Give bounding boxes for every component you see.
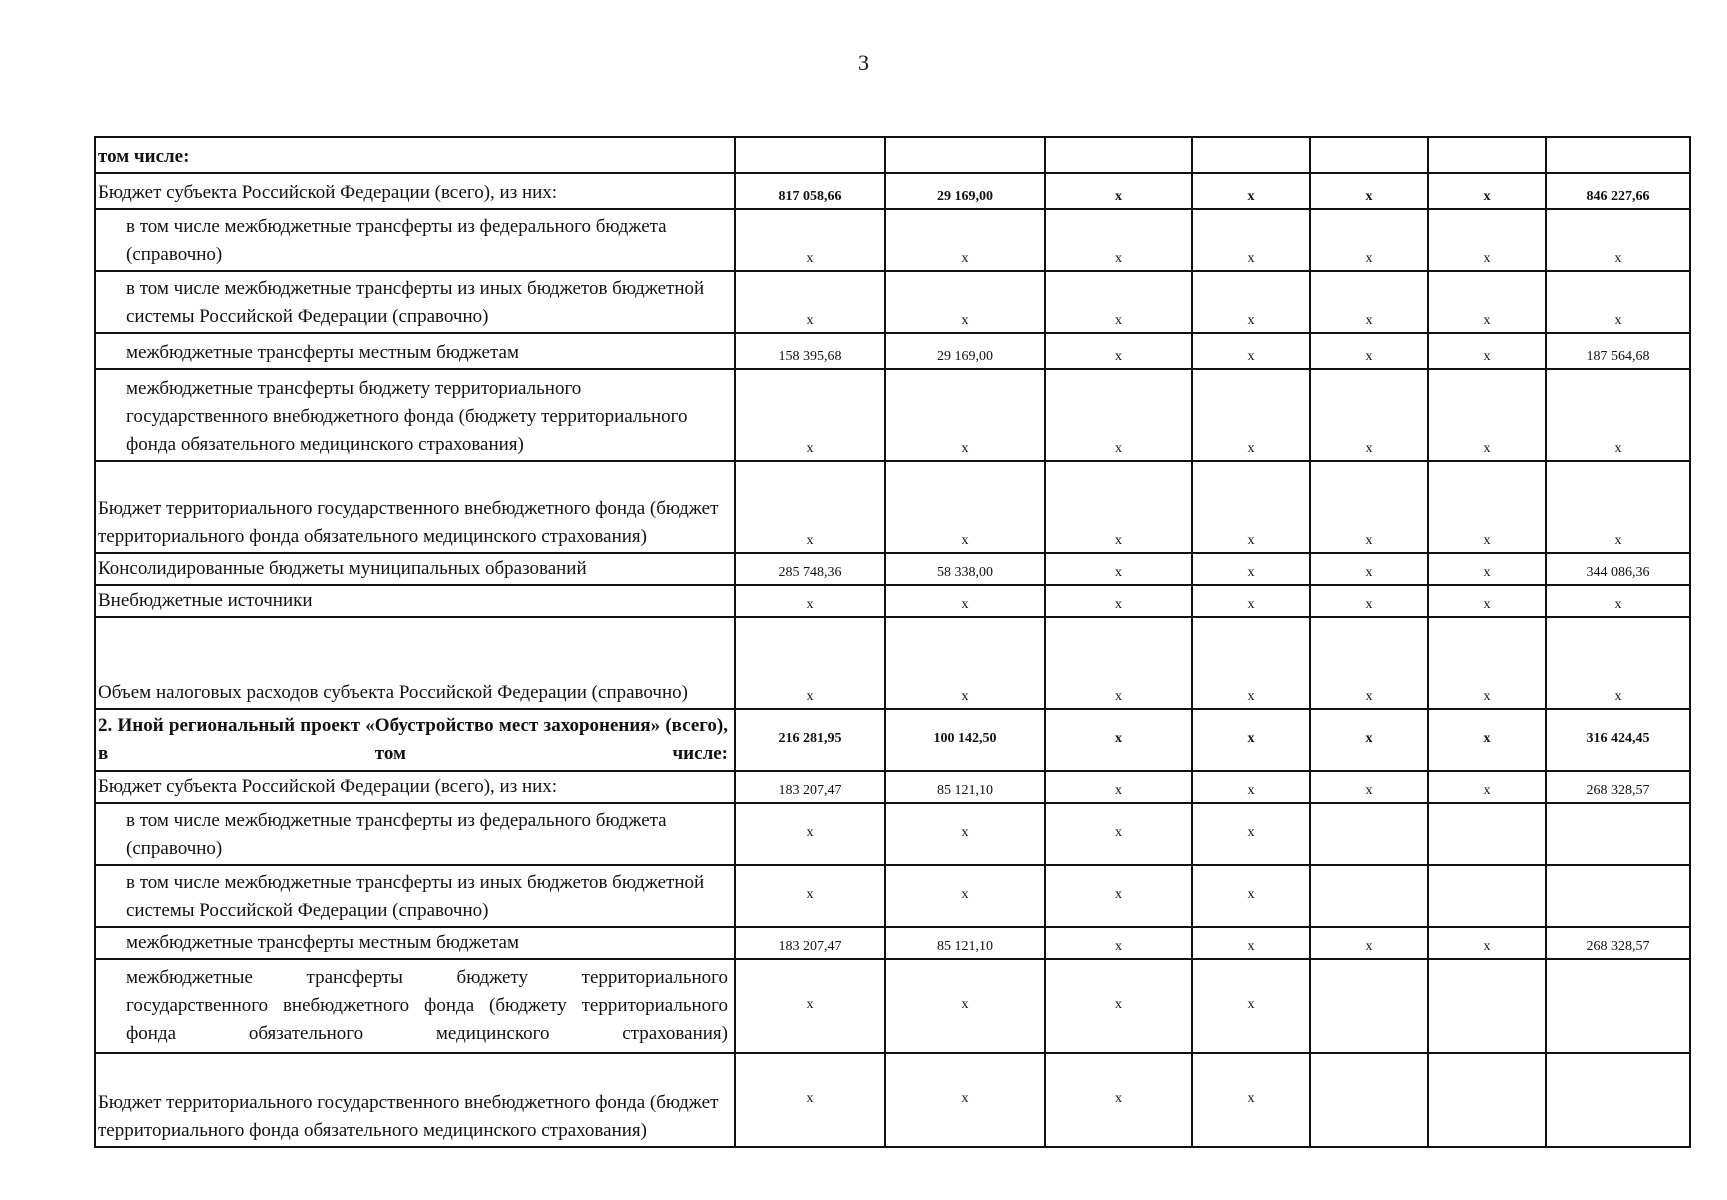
table-row [95, 271, 1690, 333]
value-cell: x [1192, 617, 1310, 709]
row-label: межбюджетные трансферты местным бюджетам [95, 333, 735, 369]
value-cell: 268 328,57 [1546, 771, 1690, 803]
value-cell: x [1045, 461, 1192, 553]
value-cell: x [1045, 927, 1192, 959]
value-cell: x [735, 271, 885, 333]
value-cell: x [1546, 271, 1690, 333]
table-row [95, 709, 1690, 771]
value-cell: 183 207,47 [735, 771, 885, 803]
value-cell [885, 137, 1045, 173]
value-cell: x [1428, 617, 1546, 709]
value-cell: x [1045, 173, 1192, 209]
row-label: Консолидированные бюджеты муниципальных образований [95, 553, 735, 585]
value-cell: x [1428, 209, 1546, 271]
value-cell: x [1192, 369, 1310, 461]
value-cell [1310, 865, 1428, 927]
value-cell: x [735, 1053, 885, 1147]
value-cell: x [1192, 803, 1310, 865]
value-cell: x [735, 209, 885, 271]
value-cell: x [1546, 461, 1690, 553]
row-label: том числе: [95, 137, 735, 173]
budget-table-container [94, 136, 1689, 1148]
value-cell: x [1045, 959, 1192, 1053]
row-label: 2. Иной региональный проект «Обустройство мест захоронения» (всего), в том числе: [95, 709, 735, 771]
value-cell: x [735, 803, 885, 865]
value-cell: 187 564,68 [1546, 333, 1690, 369]
value-cell [1045, 137, 1192, 173]
value-cell: 100 142,50 [885, 709, 1045, 771]
budget-table [94, 136, 1691, 1148]
table-row [95, 369, 1690, 461]
value-cell [1310, 137, 1428, 173]
table-row [95, 1053, 1690, 1147]
table-row [95, 461, 1690, 553]
value-cell: x [1310, 209, 1428, 271]
value-cell: x [1310, 709, 1428, 771]
value-cell: x [1045, 369, 1192, 461]
page-number: 3 [858, 50, 869, 75]
value-cell: x [1310, 461, 1428, 553]
value-cell: x [1428, 927, 1546, 959]
value-cell [1192, 137, 1310, 173]
value-cell: x [1428, 271, 1546, 333]
value-cell: x [1045, 585, 1192, 617]
value-cell: x [885, 585, 1045, 617]
value-cell: x [1310, 271, 1428, 333]
table-row [95, 617, 1690, 709]
value-cell: x [1192, 959, 1310, 1053]
value-cell: x [1428, 709, 1546, 771]
value-cell: x [1310, 927, 1428, 959]
value-cell [1310, 1053, 1428, 1147]
value-cell: 316 424,45 [1546, 709, 1690, 771]
value-cell [1428, 137, 1546, 173]
value-cell: x [1045, 803, 1192, 865]
value-cell: x [1045, 209, 1192, 271]
value-cell: x [735, 865, 885, 927]
value-cell: x [1428, 461, 1546, 553]
value-cell: 183 207,47 [735, 927, 885, 959]
value-cell: x [1192, 461, 1310, 553]
value-cell: 85 121,10 [885, 771, 1045, 803]
value-cell: x [1192, 771, 1310, 803]
table-row [95, 553, 1690, 585]
value-cell: x [1546, 209, 1690, 271]
row-label: в том числе межбюджетные трансферты из иных бюджетов бюджетной системы Российской Федерации (справочно) [95, 271, 735, 333]
value-cell [1546, 959, 1690, 1053]
value-cell [1428, 959, 1546, 1053]
row-label: Объем налоговых расходов субъекта Российской Федерации (справочно) [95, 617, 735, 709]
value-cell: 846 227,66 [1546, 173, 1690, 209]
value-cell: x [1546, 617, 1690, 709]
value-cell: x [1045, 617, 1192, 709]
value-cell: x [1310, 369, 1428, 461]
value-cell: x [1428, 771, 1546, 803]
value-cell [1546, 865, 1690, 927]
value-cell [735, 137, 885, 173]
row-label: Бюджет субъекта Российской Федерации (всего), из них: [95, 771, 735, 803]
value-cell: x [885, 461, 1045, 553]
value-cell: x [1428, 173, 1546, 209]
value-cell [1428, 865, 1546, 927]
row-label: Бюджет субъекта Российской Федерации (всего), из них: [95, 173, 735, 209]
value-cell: x [1428, 585, 1546, 617]
value-cell: x [1192, 927, 1310, 959]
value-cell: x [1045, 865, 1192, 927]
value-cell: x [885, 209, 1045, 271]
row-label: в том числе межбюджетные трансферты из федерального бюджета (справочно) [95, 209, 735, 271]
value-cell: x [1310, 553, 1428, 585]
value-cell: x [1310, 617, 1428, 709]
row-label: межбюджетные трансферты местным бюджетам [95, 927, 735, 959]
value-cell: x [1045, 333, 1192, 369]
value-cell: x [1045, 271, 1192, 333]
value-cell: 268 328,57 [1546, 927, 1690, 959]
budget-table-body [95, 137, 1690, 1147]
value-cell: 817 058,66 [735, 173, 885, 209]
value-cell: x [1192, 173, 1310, 209]
value-cell: x [735, 369, 885, 461]
value-cell [1310, 803, 1428, 865]
table-row [95, 927, 1690, 959]
value-cell: x [885, 865, 1045, 927]
table-row [95, 959, 1690, 1053]
table-row [95, 137, 1690, 173]
value-cell: x [885, 271, 1045, 333]
value-cell: x [735, 959, 885, 1053]
row-label: межбюджетные трансферты бюджету территориального государственного внебюджетного фонда (бюджету территориального фонда обязательного медицинского страхования) [95, 369, 735, 461]
value-cell: x [1546, 369, 1690, 461]
row-label: Внебюджетные источники [95, 585, 735, 617]
value-cell: 29 169,00 [885, 333, 1045, 369]
value-cell: x [1192, 333, 1310, 369]
value-cell [1428, 1053, 1546, 1147]
value-cell: x [735, 585, 885, 617]
table-row [95, 865, 1690, 927]
value-cell: x [1192, 585, 1310, 617]
table-row [95, 803, 1690, 865]
value-cell: 29 169,00 [885, 173, 1045, 209]
value-cell [1546, 137, 1690, 173]
value-cell: 344 086,36 [1546, 553, 1690, 585]
value-cell [1546, 803, 1690, 865]
value-cell: x [885, 959, 1045, 1053]
value-cell: x [1310, 333, 1428, 369]
value-cell: x [1192, 865, 1310, 927]
row-label: в том числе межбюджетные трансферты из иных бюджетов бюджетной системы Российской Федерации (справочно) [95, 865, 735, 927]
value-cell: x [1310, 771, 1428, 803]
value-cell: 158 395,68 [735, 333, 885, 369]
value-cell [1310, 959, 1428, 1053]
table-row [95, 209, 1690, 271]
value-cell: x [885, 617, 1045, 709]
value-cell: 85 121,10 [885, 927, 1045, 959]
value-cell: x [885, 1053, 1045, 1147]
value-cell: x [1192, 1053, 1310, 1147]
value-cell: 285 748,36 [735, 553, 885, 585]
value-cell [1546, 1053, 1690, 1147]
value-cell: x [735, 617, 885, 709]
value-cell: x [1192, 709, 1310, 771]
value-cell: x [1428, 553, 1546, 585]
value-cell: 216 281,95 [735, 709, 885, 771]
value-cell: x [1310, 173, 1428, 209]
row-label: Бюджет территориального государственного внебюджетного фонда (бюджет территориального фонда обязательного медицинского страхования) [95, 1053, 735, 1147]
value-cell: x [1192, 553, 1310, 585]
value-cell: x [1192, 271, 1310, 333]
table-row [95, 333, 1690, 369]
table-row [95, 173, 1690, 209]
value-cell: x [885, 803, 1045, 865]
value-cell: x [885, 369, 1045, 461]
value-cell: x [1045, 771, 1192, 803]
table-row [95, 771, 1690, 803]
value-cell: x [1045, 553, 1192, 585]
value-cell: x [1045, 1053, 1192, 1147]
value-cell: 58 338,00 [885, 553, 1045, 585]
row-label: Бюджет территориального государственного внебюджетного фонда (бюджет территориального фонда обязательного медицинского страхования) [95, 461, 735, 553]
value-cell: x [1192, 209, 1310, 271]
value-cell: x [1428, 369, 1546, 461]
value-cell [1428, 803, 1546, 865]
value-cell: x [1546, 585, 1690, 617]
value-cell: x [1310, 585, 1428, 617]
value-cell: x [1428, 333, 1546, 369]
value-cell: x [735, 461, 885, 553]
value-cell: x [1045, 709, 1192, 771]
row-label: межбюджетные трансферты бюджету территориального государственного внебюджетного фонда (бюджету территориального фонда обязательного медицинского страхования) [95, 959, 735, 1053]
table-row [95, 585, 1690, 617]
row-label: в том числе межбюджетные трансферты из федерального бюджета (справочно) [95, 803, 735, 865]
